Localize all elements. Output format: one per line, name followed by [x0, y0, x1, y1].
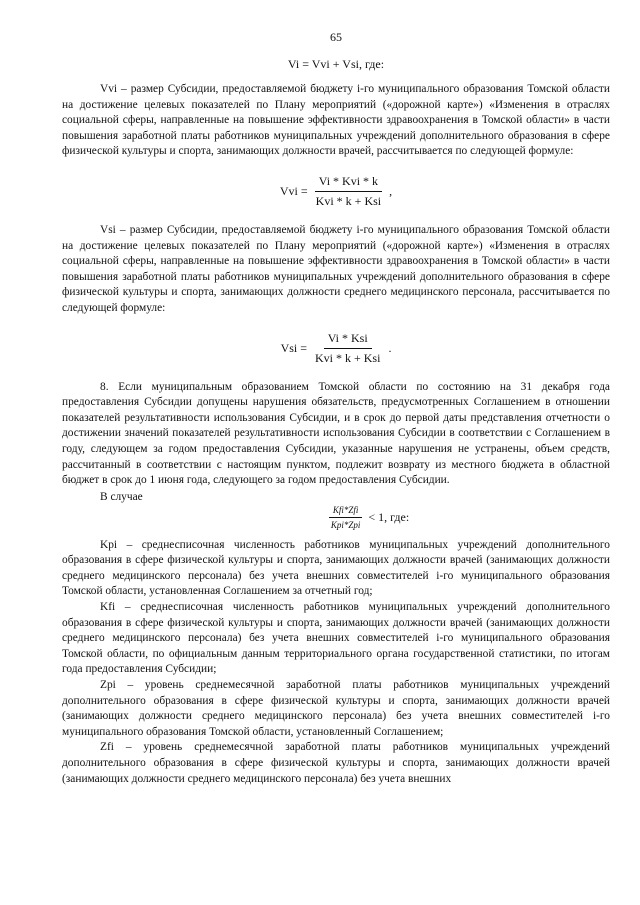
- document-page: [62, 30, 610, 787]
- formula-vvi-fraction: [312, 174, 385, 209]
- paragraph-kpi: Kpi – среднесписочная численность работников муниципальных учреждений дополнительного образования в сфере физической культуры и спорта, занимающих должности врачей (занимающих должности среднего медицинского персонала) без учета внешних совместителей i-го муниципального образования Томской области, установленная Соглашением за отчетный год;: [62, 538, 610, 598]
- condition-fraction: [327, 505, 365, 530]
- paragraph-vvi: Vvi – размер Субсидии, предоставляемой бюджету i-го муниципального образования Томской области на достижение целевых показателей по Плану мероприятий («дорожной карте») «Изменения в отраслях социальной сферы, направленные на повышение эффективности здравоохранения в Томской области» в части повышения заработной платы работников муниципальных учреждений дополнительного образования в сфере физической культуры и спорта, занимающих должности врачей, рассчитывается по следующей формуле:: [62, 83, 610, 158]
- paragraph-zfi: Zfi – уровень среднемесячной заработной платы работников муниципальных учреждений дополнительного образования в сфере физической культуры и спорта, занимающих должности врачей (занимающих должности среднего медицинского персонала) без учета внешних: [62, 741, 610, 785]
- paragraph-8: 8. Если муниципальным образованием Томской области по состоянию на 31 декабря года предоставления Субсидии допущены нарушения обязательств, предусмотренных Соглашением в отношении показателей результативности использования Субсидии, и в срок до первой даты представления отчетности о достижении значений показателей результативности использования Субсидии в соответствии с Соглашением в году, следующем за годом предоставления Субсидии, указанные нарушения не устранены, объем средств, рассчитанный в соответствии с настоящим пунктом, подлежит возврату из местного бюджета в областной бюджет в срок до 1 июня года, следующего за годом предоставления Субсидии.: [62, 380, 610, 487]
- condition-denominator: Kpi*Zpi: [330, 519, 361, 530]
- paragraph-vsi: Vsi – размер Субсидии, предоставляемой бюджету i-го муниципального образования Томской области на достижение целевых показателей по Плану мероприятий («дорожной карте») «Изменения в отраслях социальной сферы, направленные на повышение эффективности здравоохранения в Томской области» в части повышения заработной платы работников муниципальных учреждений дополнительного образования в сфере физической культуры и спорта, занимающих должности среднего медицинского персонала, рассчитывается по следующей формуле:: [62, 223, 610, 314]
- formula-vvi-denominator: Kvi * k + Ksi: [315, 193, 382, 208]
- formula-vsi-tail: .: [388, 340, 392, 355]
- condition-numerator: Kfi*Zfi: [329, 505, 363, 518]
- formula-vsi-numerator: Vi * Ksi: [324, 331, 372, 349]
- formula-vi: Vi = Vvi + Vsi, где:: [287, 57, 385, 71]
- page-number: 65: [330, 30, 342, 44]
- formula-vsi: [62, 331, 610, 366]
- formula-vvi-tail: ,: [389, 183, 393, 198]
- in-case-label: В случае: [100, 490, 143, 503]
- paragraph-zpi: Zpi – уровень среднемесячной заработной платы работников муниципальных учреждений дополнительного образования в сфере физической культуры и спорта, занимающих должности врачей (занимающих должности среднего медицинского персонала) без учета внешних совместителей i-го муниципального образования Томской области, установленный Соглашением;: [62, 679, 610, 738]
- paragraph-kfi: Kfi – среднесписочная численность работников муниципальных учреждений дополнительного образования в сфере физической культуры и спорта, занимающих должности врачей (занимающих должности среднего медицинского персонала) без учета внешних совместителей i-го муниципального образования Томской области, по официальным данным территориального органа государственной статистики, по итогам года предоставления Субсидии;: [62, 601, 610, 676]
- formula-vsi-denominator: Kvi * k + Ksi: [315, 350, 381, 365]
- formula-vsi-fraction: [311, 331, 384, 366]
- formula-vvi-lhs: Vvi =: [279, 183, 308, 198]
- formula-vvi: [62, 174, 610, 209]
- formula-vsi-lhs: Vsi =: [280, 340, 307, 355]
- condition-tail: < 1, где:: [368, 509, 410, 524]
- condition-formula: [122, 505, 610, 530]
- formula-vvi-numerator: Vi * Kvi * k: [315, 174, 382, 192]
